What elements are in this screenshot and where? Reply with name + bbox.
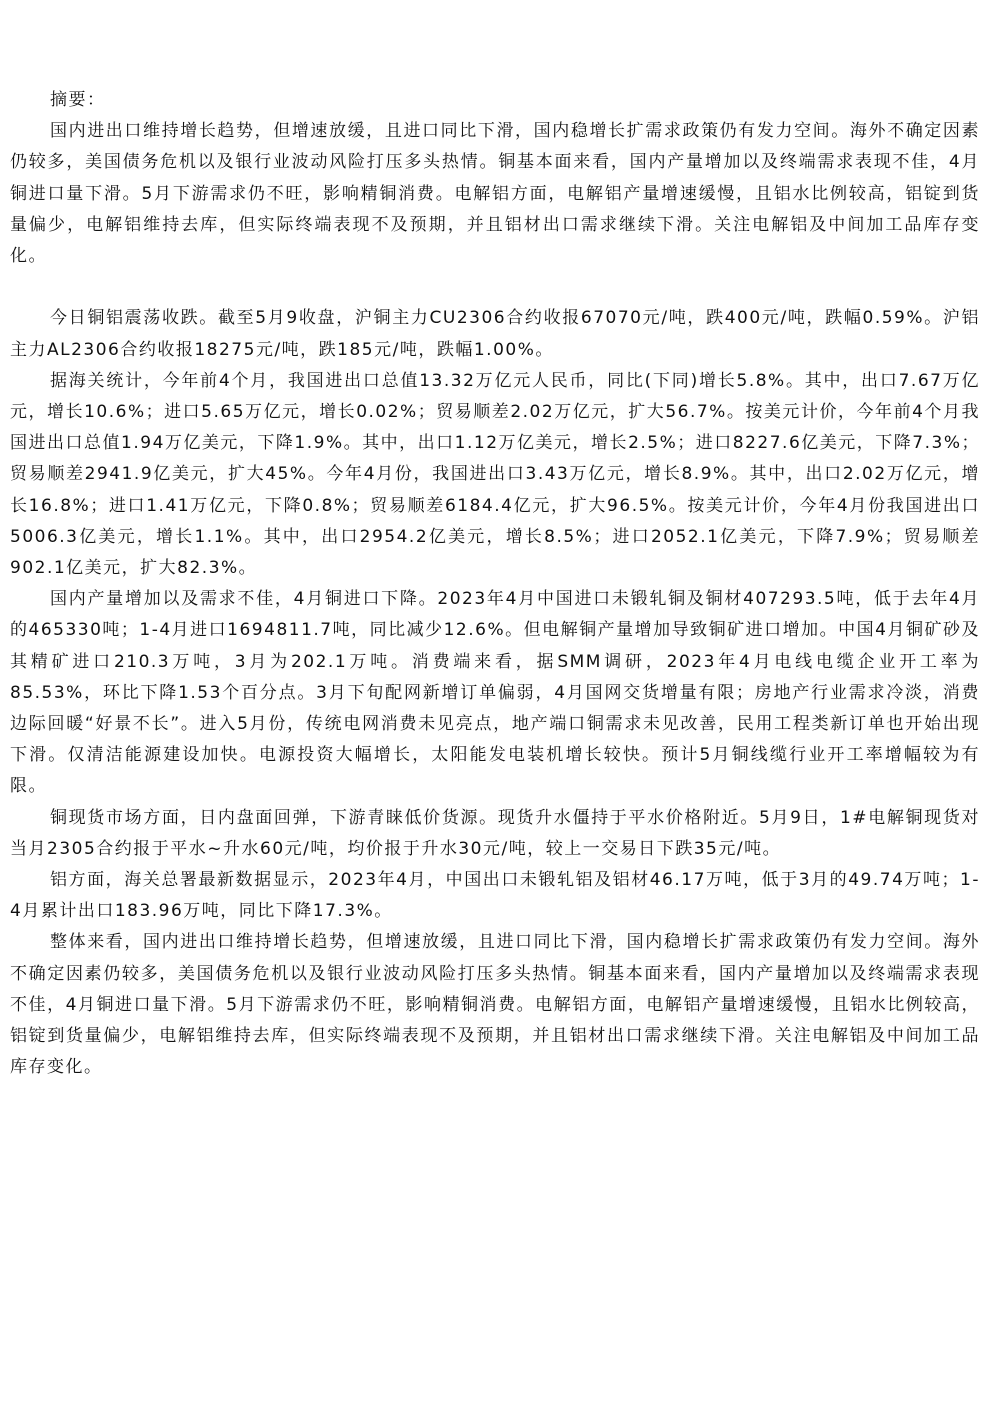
paragraph-summary: 整体来看，国内进出口维持增长趋势，但增速放缓，且进口同比下滑，国内稳增长扩需求政策仍有发力空间。海外不确定因素仍较多，美国债务危机以及银行业波动风险打压多头热情。铜基本面来看，国内产量增加以及终端需求表现不佳，4月铜进口量下滑。5月下游需求仍不旺，影响精铜消费。电解铝方面，电解铝产量增速缓慢，且铝水比例较高，铝锭到货量偏少，电解铝维持去库，但实际终端表现不及预期，并且铝材出口需求继续下滑。关注电解铝及中间加工品库存变化。 xyxy=(10,932,980,1078)
paragraph-market-close: 今日铜铝震荡收跌。截至5月9收盘，沪铜主力CU2306合约收报67070元/吨，跌400元/吨，跌幅0.59%。沪铝主力AL2306合约收报18275元/吨，跌185元/吨，跌幅1.00%。 xyxy=(10,308,980,360)
abstract-heading: 摘要： xyxy=(50,90,106,110)
paragraph-copper-imports-consumption: 国内产量增加以及需求不佳，4月铜进口下降。2023年4月中国进口未锻轧铜及铜材407293.5吨，低于去年4月的465330吨；1-4月进口1694811.7吨，同比减少12.6%。但电解铜产量增加导致铜矿进口增加。中国4月铜矿砂及其精矿进口210.3万吨，3月为202.1万吨。消费端来看，据SMM调研，2023年4月电线电缆企业开工率为85.53%，环比下降1.53个百分点。3月下旬配网新增订单偏弱，4月国网交货增量有限；房地产行业需求冷淡，消费边际回暖“好景不长”。进入5月份，传统电网消费未见亮点，地产端口铜需求未见改善，民用工程类新订单也开始出现下滑。仅清洁能源建设加快。电源投资大幅增长，太阳能发电装机增长较快。预计5月铜线缆行业开工率增幅较为有限。 xyxy=(10,589,980,797)
abstract-paragraph: 国内进出口维持增长趋势，但增速放缓，且进口同比下滑，国内稳增长扩需求政策仍有发力空间。海外不确定因素仍较多，美国债务危机以及银行业波动风险打压多头热情。铜基本面来看，国内产量增加以及终端需求表现不佳，4月铜进口量下滑。5月下游需求仍不旺，影响精铜消费。电解铝方面，电解铝产量增速缓慢，且铝水比例较高，铝锭到货量偏少，电解铝维持去库，但实际终端表现不及预期，并且铝材出口需求继续下滑。关注电解铝及中间加工品库存变化。 xyxy=(10,121,980,267)
paragraph-customs-statistics: 据海关统计，今年前4个月，我国进出口总值13.32万亿元人民币，同比(下同)增长5.8%。其中，出口7.67万亿元，增长10.6%；进口5.65万亿元，增长0.02%；贸易顺差2.02万亿元，扩大56.7%。按美元计价，今年前4个月我国进出口总值1.94万亿美元，下降1.9%。其中，出口1.12万亿美元，增长2.5%；进口8227.6亿美元，下降7.3%；贸易顺差2941.9亿美元，扩大45%。今年4月份，我国进出口3.43万亿元，增长8.9%。其中，出口2.02万亿元，增长16.8%；进口1.41万亿元，下降0.8%；贸易顺差6184.4亿元，扩大96.5%。按美元计价，今年4月份我国进出口5006.3亿美元，增长1.1%。其中，出口2954.2亿美元，增长8.5%；进口2052.1亿美元，下降7.9%；贸易顺差902.1亿美元，扩大82.3%。 xyxy=(10,370,980,579)
blank-line-spacer xyxy=(10,272,980,303)
paragraph-aluminum-exports: 铝方面，海关总署最新数据显示，2023年4月，中国出口未锻轧铝及铝材46.17万吨，低于3月的49.74万吨；1-4月累计出口183.96万吨，同比下降17.3%。 xyxy=(10,870,980,922)
document-page xyxy=(10,85,980,1083)
paragraph-copper-spot-market: 铜现货市场方面，日内盘面回弹，下游青睐低价货源。现货升水僵持于平水价格附近。5月9日，1#电解铜现货对当月2305合约报于平水~升水60元/吨，均价报于升水30元/吨，较上一交易日下跌35元/吨。 xyxy=(10,807,980,859)
